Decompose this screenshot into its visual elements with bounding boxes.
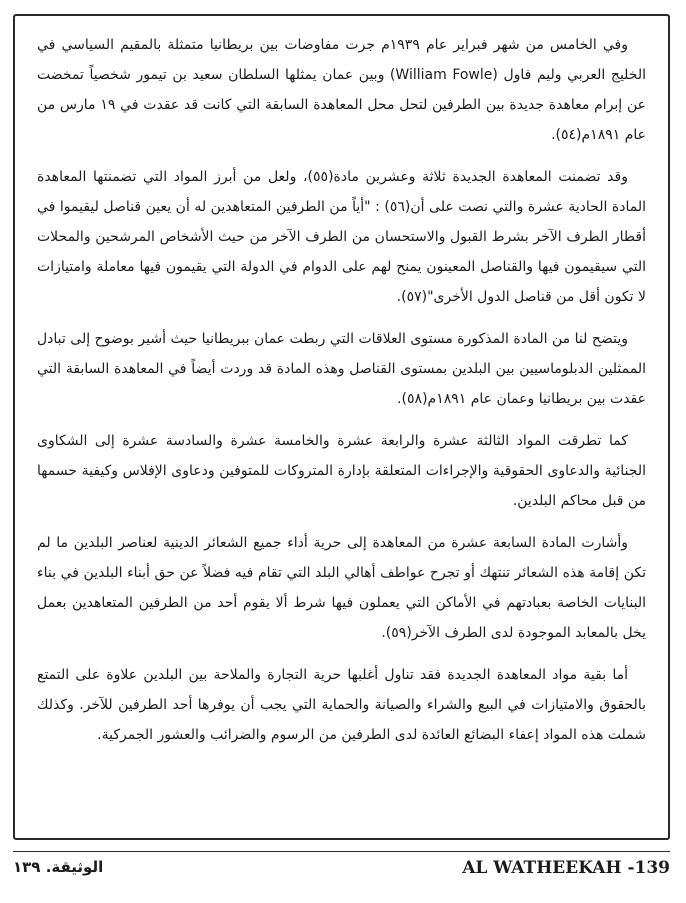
paragraph: وأشارت المادة السابعة عشرة من المعاهدة إلى حرية أداء جميع الشعائر الدينية لعناصر البلدين ما لم تكن إقامة هذه الشعائر تنتهك أو تجرح عواطف أهالي البلد التي تقام فيه فضلاً عن حق أبناء البلدين في بناء البنايات الخاصة بعبادتهم في الأماكن التي يعملون فيها شرط ألا يقوم أحد من الطرفين المتعاهدين بعمل يخل بالمعابد الموجودة لدى الطرف الآخر(٥٩).: [37, 535, 646, 641]
journal-name-latin: AL WATHEEKAH -139: [462, 858, 670, 878]
page-footer: [13, 858, 670, 884]
journal-name-arabic: الوثيقة. ١٣٩: [13, 858, 104, 876]
paragraph: أما بقية مواد المعاهدة الجديدة فقد تناول أغلبها حرية التجارة والملاحة بين البلدين علاوة على التمتع بالحقوق والامتيازات في البيع والشراء والصيانة والحماية التي يجب أن يوفرها أحد الطرفين للآخر. وكذلك شملت هذه المواد إعفاء البضائع العائدة لدى الطرفين من الرسوم والضرائب والعشور الجمركية.: [37, 667, 646, 743]
paragraph: وفي الخامس من شهر فبراير عام ١٩٣٩م جرت مفاوضات بين بريطانيا متمثلة بالمقيم السياسي في الخليج العربي وليم فاول (William Fowle) وبين عمان يمثلها السلطان سعيد بن تيمور شخصياً تمخضت عن إبرام معاهدة جديدة بين الطرفين لتحل محل المعاهدة السابقة التي كانت قد عقدت في ١٩ مارس من عام ١٨٩١م(٥٤).: [37, 37, 646, 143]
paragraph: وقد تضمنت المعاهدة الجديدة ثلاثة وعشرين مادة(٥٥)، ولعل من أبرز المواد التي تضمنتها المعاهدة المادة الحادية عشرة والتي نصت على أن(٥٦) : "أياً من الطرفين المتعاهدين له أن يعين قناصل ليقيموا في أقطار الطرف الآخر بشرط القبول والاستحسان من الطرف الآخر من حيث الأشخاص المرشحين والمحلات التي سيقيمون فيها والقناصل المعينون يمنح لهم على الدوام في الدولة التي يقيمون فيها معاملة وامتيازات لا تكون أقل من قناصل الدول الأخرى"(٥٧).: [37, 169, 646, 305]
paragraph: كما تطرقت المواد الثالثة عشرة والرابعة عشرة والخامسة عشرة والسادسة عشرة إلى الشكاوى الجنائية والدعاوى الحقوقية والإجراءات المتعلقة بإدارة المتروكات للمتوفين ودعاوى الإفلاس وكيفية حسمها من قبل محاكم البلدين.: [37, 433, 646, 509]
article-body: [37, 30, 646, 750]
paragraph: ويتضح لنا من المادة المذكورة مستوى العلاقات التي ربطت عمان ببريطانيا حيث أشير بوضوح إلى تبادل الممثلين الدبلوماسيين بين البلدين بمستوى القناصل وهذه المادة قد وردت أيضاً في المعاهدة السابقة التي عقدت بين بريطانيا وعمان عام ١٨٩١م(٥٨).: [37, 331, 646, 407]
footer-divider: [13, 851, 670, 852]
page-frame: [13, 14, 670, 840]
